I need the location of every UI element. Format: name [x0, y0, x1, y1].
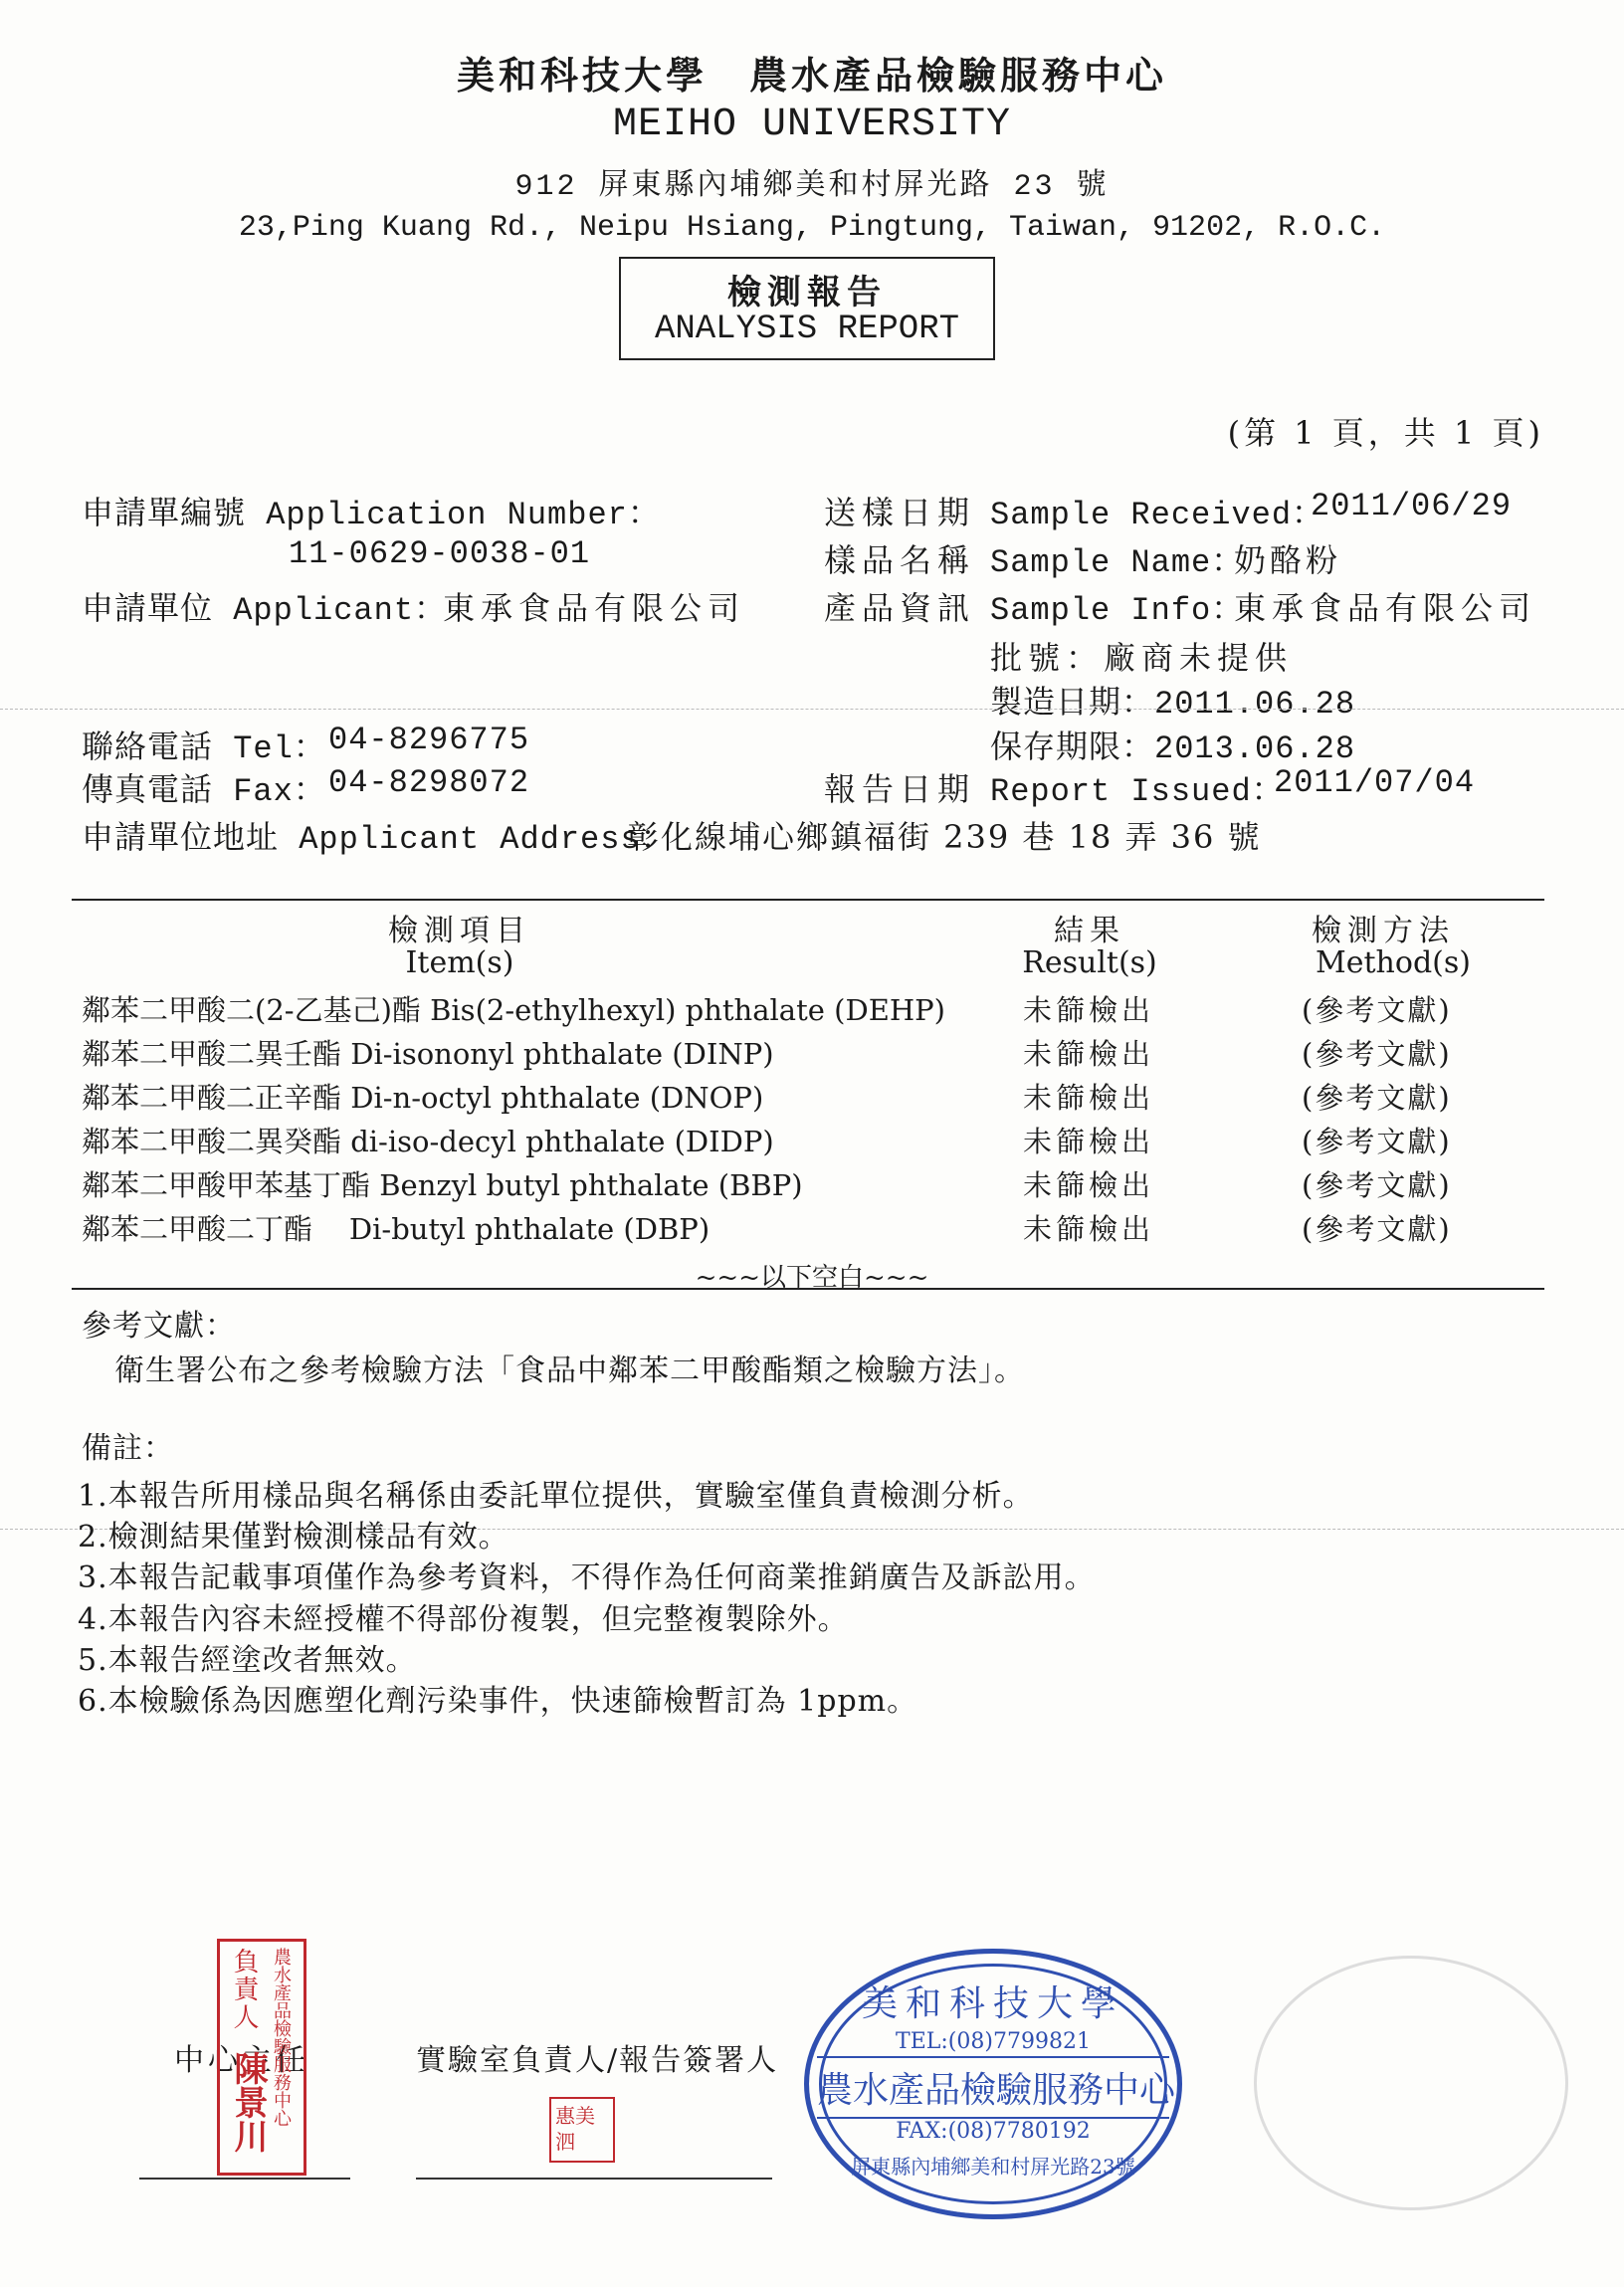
- batch-number: 批號：廠商未提供: [990, 639, 1294, 677]
- row-method: (參考文獻): [1302, 1168, 1452, 1202]
- row-result: 未篩檢出: [1023, 993, 1155, 1027]
- university-name: MEIHO UNIVERSITY: [612, 103, 1012, 147]
- row-result: 未篩檢出: [1023, 1081, 1155, 1115]
- sample-name-label-zh: 樣品名稱: [824, 541, 976, 579]
- faded-seal-impression: [1254, 1956, 1568, 2210]
- row-item: 鄰苯二甲酸二丁酯 Di-butyl phthalate (DBP): [82, 1212, 710, 1246]
- table-top-rule: [72, 899, 1544, 901]
- tel-label: 聯絡電話 Tel：: [82, 730, 326, 767]
- lab-head-signature-line: [416, 2178, 772, 2180]
- sample-name-value: 奶酪粉: [1234, 541, 1342, 579]
- address-zh: 912 屏東縣內埔鄉美和村屏光路 23 號: [514, 170, 1110, 204]
- remark-item: 3.本報告記載事項僅作為參考資料，不得作為任何商業推銷廣告及訴訟用。: [78, 1560, 1096, 1595]
- remark-item: 6.本檢驗係為因應塑化劑污染事件，快速篩檢暫訂為 1ppm。: [78, 1684, 918, 1719]
- lab-head-label: 實驗室負責人/報告簽署人: [416, 2043, 779, 2078]
- official-seal: [804, 1949, 1182, 2219]
- received-date: 2011/06/29: [1311, 488, 1513, 524]
- stamp-text-col1: 負責人: [229, 1948, 259, 2031]
- issued-label-en: Report Issued：: [990, 773, 1285, 810]
- table-bottom-rule: [72, 1288, 1544, 1290]
- center-title: 美和科技大學 農水產品檢驗服務中心: [456, 53, 1167, 98]
- lab-head-stamp: [549, 2097, 615, 2163]
- sample-info-label-en: Sample Info：: [990, 592, 1245, 629]
- expiry-date: 保存期限：2013.06.28: [990, 730, 1356, 767]
- row-method: (參考文獻): [1302, 993, 1452, 1027]
- seal-top-text: 美和科技大學: [861, 1983, 1124, 2024]
- col-header-result-zh: 結果: [1054, 914, 1125, 948]
- stamp-name: 陳景川: [228, 2051, 268, 2153]
- row-item: 鄰苯二甲酸二(2-乙基己)酯 Bis(2-ethylhexyl) phthalate (DEHP): [82, 993, 945, 1027]
- references-text: 衛生署公布之參考檢驗方法「食品中鄰苯二甲酸酯類之檢驗方法」。: [114, 1353, 1025, 1388]
- row-result: 未篩檢出: [1023, 1168, 1155, 1202]
- row-method: (參考文獻): [1302, 1037, 1452, 1071]
- col-header-method-en: Method(s): [1316, 945, 1471, 980]
- scan-fold-line: [0, 709, 1624, 710]
- row-item: 鄰苯二甲酸甲苯基丁酯 Benzyl butyl phthalate (BBP): [82, 1168, 803, 1202]
- seal-tel: TEL:(08)7799821: [896, 2029, 1091, 2054]
- seal-fax: FAX:(08)7780192: [896, 2119, 1091, 2144]
- page-indicator: (第 1 頁，共 1 頁): [1227, 414, 1544, 452]
- director-signature-line: [139, 2178, 350, 2180]
- director-stamp: [217, 1939, 306, 2176]
- fax-value: 04-8298072: [328, 764, 530, 801]
- sample-name-label-en: Sample Name：: [990, 544, 1245, 581]
- issued-date: 2011/07/04: [1274, 764, 1476, 801]
- sample-info-value: 東承食品有限公司: [1234, 589, 1537, 627]
- applicant-address-label: 申請單位地址 Applicant Address：: [82, 821, 674, 858]
- remark-item: 2.檢測結果僅對檢測樣品有效。: [78, 1520, 509, 1555]
- received-label-zh: 送樣日期: [824, 494, 976, 531]
- col-header-result-en: Result(s): [1022, 945, 1157, 980]
- stamp-text-col2: 農水產品檢驗服務中心: [271, 1948, 292, 2127]
- seal-center-text: 農水產品檢驗服務中心: [817, 2056, 1169, 2119]
- manufacture-date: 製造日期：2011.06.28: [990, 686, 1356, 723]
- row-method: (參考文獻): [1302, 1125, 1452, 1158]
- row-result: 未篩檢出: [1023, 1212, 1155, 1246]
- row-item: 鄰苯二甲酸二異癸酯 di-iso-decyl phthalate (DIDP): [82, 1125, 774, 1158]
- references-label: 參考文獻：: [82, 1309, 236, 1344]
- seal-bottom-text: 屏東縣內埔鄉美和村屏光路23號: [851, 2155, 1135, 2179]
- report-title-box: [619, 257, 995, 360]
- director-label: 中心主任: [174, 2043, 309, 2078]
- tel-value: 04-8296775: [328, 722, 530, 758]
- remark-item: 5.本報告經塗改者無效。: [78, 1643, 417, 1678]
- applicant-value: 東承食品有限公司: [443, 589, 746, 627]
- lab-stamp-text: 惠美泗: [555, 2104, 595, 2154]
- applicant-label: 申請單位 Applicant：: [82, 592, 448, 629]
- row-method: (參考文獻): [1302, 1081, 1452, 1115]
- table-end-marker: ~~~以下空白~~~: [695, 1263, 929, 1293]
- remark-item: 4.本報告內容未經授權不得部份複製，但完整複製除外。: [78, 1602, 849, 1637]
- fax-label: 傳真電話 Fax：: [82, 773, 326, 810]
- received-label-en: Sample Received：: [990, 497, 1325, 533]
- row-result: 未篩檢出: [1023, 1037, 1155, 1071]
- row-item: 鄰苯二甲酸二異壬酯 Di-isononyl phthalate (DINP): [82, 1037, 774, 1071]
- row-result: 未篩檢出: [1023, 1125, 1155, 1158]
- applicant-address-value: 彰化線埔心鄉鎮福街 239 巷 18 弄 36 號: [627, 818, 1262, 856]
- application-number-label: 申請單編號 Application Number：: [82, 497, 661, 533]
- row-item: 鄰苯二甲酸二正辛酯 Di-n-octyl phthalate (DNOP): [82, 1081, 764, 1115]
- col-header-method-zh: 檢測方法: [1312, 914, 1455, 948]
- report-title-zh: 檢測報告: [727, 273, 887, 312]
- report-title-en: ANALYSIS REPORT: [654, 311, 960, 348]
- remarks-label: 備註：: [82, 1431, 174, 1466]
- row-method: (參考文獻): [1302, 1212, 1452, 1246]
- col-header-item-en: Item(s): [405, 945, 514, 980]
- application-number: 11-0629-0038-01: [289, 535, 591, 572]
- address-en: 23,Ping Kuang Rd., Neipu Hsiang, Pingtung, Taiwan, 91202, R.O.C.: [238, 211, 1386, 245]
- sample-info-label-zh: 產品資訊: [824, 589, 976, 627]
- issued-label-zh: 報告日期: [824, 770, 976, 808]
- remark-item: 1.本報告所用樣品與名稱係由委託單位提供，實驗室僅負責檢測分析。: [78, 1479, 1034, 1514]
- col-header-item-zh: 檢測項目: [388, 914, 531, 948]
